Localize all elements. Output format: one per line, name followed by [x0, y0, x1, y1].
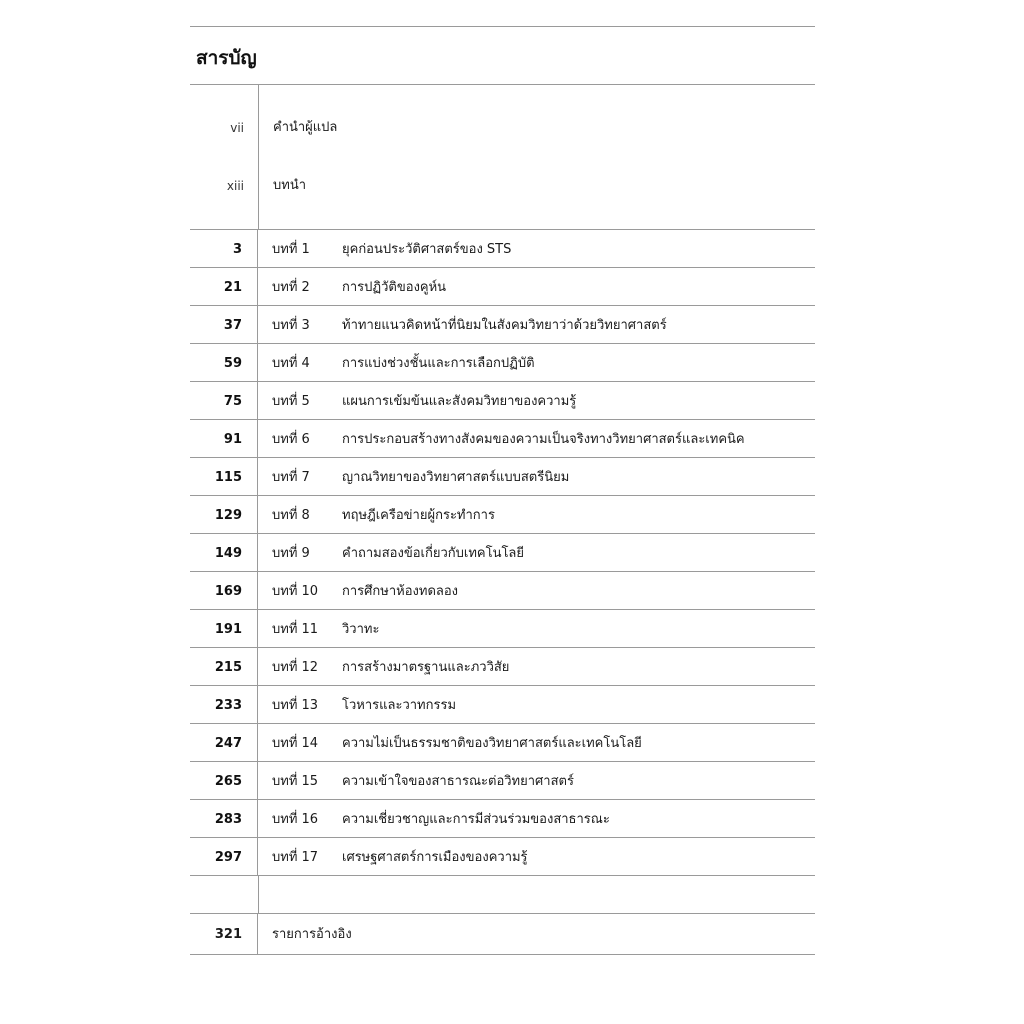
chapter-row[interactable]: [190, 230, 815, 268]
chapter-title[interactable]: ความเชี่ยวชาญและการมีส่วนร่วมของสาธารณะ: [342, 812, 610, 827]
chapter-title[interactable]: วิวาทะ: [342, 622, 380, 637]
chapter-page: 297: [190, 838, 258, 875]
chapter-number: บทที่ 15: [272, 774, 319, 789]
chapter-number: บทที่ 14: [272, 736, 319, 751]
chapter-title[interactable]: คำถามสองข้อเกี่ยวกับเทคโนโลยี: [342, 546, 525, 561]
chapter-page: 247: [190, 724, 258, 761]
chapter-row[interactable]: [190, 420, 815, 458]
chapter-number: บทที่ 17: [272, 850, 319, 865]
chapter-number: บทที่ 2: [272, 280, 310, 295]
spacer-row: [190, 876, 815, 914]
references-title[interactable]: รายการอ้างอิง: [272, 927, 352, 942]
chapter-row[interactable]: [190, 610, 815, 648]
chapter-row[interactable]: [190, 572, 815, 610]
front-matter-title[interactable]: บทนำ: [273, 178, 307, 193]
chapter-number: บทที่ 6: [272, 432, 310, 447]
chapter-number: บทที่ 4: [272, 356, 310, 371]
chapter-number: บทที่ 16: [272, 812, 319, 827]
chapter-number: บทที่ 8: [272, 508, 310, 523]
front-matter: [190, 85, 815, 230]
chapter-row[interactable]: [190, 496, 815, 534]
chapter-title[interactable]: ยุคก่อนประวัติศาสตร์ของ STS: [342, 242, 512, 257]
references-row[interactable]: [190, 914, 815, 955]
chapter-title[interactable]: การปฏิวัติของคูห์น: [342, 280, 447, 295]
chapter-title[interactable]: ญาณวิทยาของวิทยาศาสตร์แบบสตรีนิยม: [342, 470, 570, 485]
front-matter-titles: [259, 85, 337, 229]
toc-title: สารบัญ: [190, 27, 815, 85]
chapter-page: 59: [190, 344, 258, 381]
chapter-row[interactable]: [190, 648, 815, 686]
spacer-page-cell: [190, 876, 259, 913]
chapter-title[interactable]: การศึกษาห้องทดลอง: [342, 584, 459, 599]
chapter-row[interactable]: [190, 762, 815, 800]
chapter-row[interactable]: [190, 800, 815, 838]
chapter-row[interactable]: [190, 458, 815, 496]
chapter-row[interactable]: [190, 382, 815, 420]
chapter-number: บทที่ 9: [272, 546, 310, 561]
chapter-row[interactable]: [190, 724, 815, 762]
chapter-number: บทที่ 12: [272, 660, 319, 675]
chapter-page: 75: [190, 382, 258, 419]
front-matter-title[interactable]: คำนำผู้แปล: [273, 120, 338, 135]
chapter-title[interactable]: การแบ่งช่วงชั้นและการเลือกปฏิบัติ: [342, 356, 535, 371]
chapter-title[interactable]: การสร้างมาตรฐานและภววิสัย: [342, 660, 510, 675]
chapter-page: 129: [190, 496, 258, 533]
front-matter-page: vii: [230, 121, 244, 135]
chapter-row[interactable]: [190, 686, 815, 724]
chapter-page: 91: [190, 420, 258, 457]
chapter-page: 283: [190, 800, 258, 837]
chapter-row[interactable]: [190, 344, 815, 382]
chapter-page: 149: [190, 534, 258, 571]
table-of-contents: [190, 26, 815, 955]
chapter-title[interactable]: โวหารและวาทกรรม: [342, 698, 457, 713]
chapter-page: 37: [190, 306, 258, 343]
chapter-title[interactable]: การประกอบสร้างทางสังคมของความเป็นจริงทางวิทยาศาสตร์และเทคนิค: [342, 432, 745, 447]
chapter-number: บทที่ 5: [272, 394, 310, 409]
front-matter-page: xiii: [226, 179, 244, 193]
chapter-title[interactable]: ความเข้าใจของสาธารณะต่อวิทยาศาสตร์: [342, 774, 574, 789]
chapter-number: บทที่ 10: [272, 584, 319, 599]
chapter-number: บทที่ 7: [272, 470, 310, 485]
chapter-page: 215: [190, 648, 258, 685]
chapter-title[interactable]: ท้าทายแนวคิดหน้าที่นิยมในสังคมวิทยาว่าด้วยวิทยาศาสตร์: [342, 318, 667, 333]
chapter-number: บทที่ 11: [272, 622, 319, 637]
chapter-page: 21: [190, 268, 258, 305]
chapter-page: 115: [190, 458, 258, 495]
chapter-row[interactable]: [190, 838, 815, 876]
references-page: 321: [190, 914, 258, 954]
chapter-list: [190, 230, 815, 876]
chapter-row[interactable]: [190, 534, 815, 572]
front-matter-pages: [190, 85, 259, 229]
chapter-title[interactable]: ทฤษฎีเครือข่ายผู้กระทำการ: [342, 508, 495, 523]
chapter-page: 265: [190, 762, 258, 799]
chapter-title[interactable]: แผนการเข้มข้นและสังคมวิทยาของความรู้: [342, 394, 577, 409]
chapter-number: บทที่ 13: [272, 698, 319, 713]
chapter-page: 169: [190, 572, 258, 609]
chapter-title[interactable]: ความไม่เป็นธรรมชาติของวิทยาศาสตร์และเทคโนโลยี: [342, 736, 642, 751]
chapter-page: 233: [190, 686, 258, 723]
chapter-row[interactable]: [190, 306, 815, 344]
chapter-row[interactable]: [190, 268, 815, 306]
chapter-number: บทที่ 1: [272, 242, 310, 257]
chapter-title[interactable]: เศรษฐศาสตร์การเมืองของความรู้: [342, 850, 528, 865]
chapter-page: 191: [190, 610, 258, 647]
chapter-number: บทที่ 3: [272, 318, 310, 333]
chapter-page: 3: [190, 230, 258, 267]
